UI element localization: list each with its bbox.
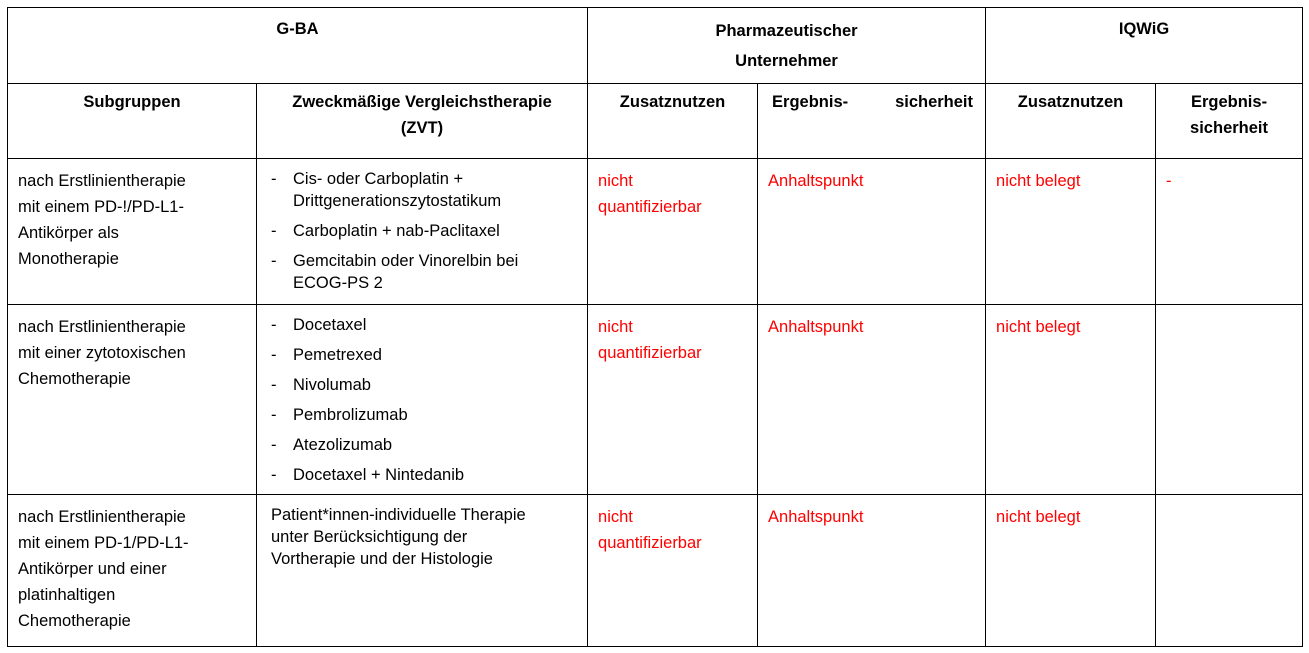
subgruppe-line: platinhaltigen [18,586,116,604]
subgruppe-line: nach Erstlinientherapie [18,318,186,336]
benefit-assessment-table [7,7,1303,647]
zvt-text-line: unter Berücksichtigung der [271,528,468,546]
pu-zusatznutzen-line: nicht [598,508,633,526]
subgruppe-cell [8,159,257,305]
pu-ergebnissicherheit-value: Anhaltspunkt [768,508,864,526]
zvt-text-line: Patient*innen-individuelle Therapie [271,506,526,524]
iqwig-ergebnissicherheit-cell [1156,159,1303,305]
header-iqwig-ergebnissicherheit [1156,84,1303,159]
header-pu-zusatznutzen [588,84,758,159]
pu-ergebnissicherheit-value: Anhaltspunkt [768,318,864,336]
header-pu-line2: Unternehmer [735,52,838,70]
header-iqwig-zusatznutzen-label: Zusatznutzen [1017,93,1124,111]
pu-zusatznutzen-cell [588,305,758,495]
table-row [8,305,1303,495]
pu-zusatznutzen-cell [588,495,758,647]
pu-ergebnissicherheit-cell [758,305,986,495]
header-iqwig [986,8,1303,84]
subgruppe-cell [8,495,257,647]
header-zvt [257,84,588,159]
header-gba-label: G-BA [276,20,319,38]
subgruppe-line: Antikörper als [18,224,119,242]
pu-zusatznutzen-line: nicht [598,172,633,190]
header-zvt-line1: Zweckmäßige Vergleichstherapie [292,93,552,111]
iqwig-ergebnissicherheit-value [1156,305,1302,314]
zvt-cell [257,495,588,647]
pu-ergebnissicherheit-cell [758,495,986,647]
pu-zusatznutzen-line: quantifizierbar [598,344,702,362]
iqwig-ergebnissicherheit-value [1156,495,1302,504]
subgruppe-line: mit einem PD-1/PD-L1- [18,534,189,552]
header-iqwig-zusatznutzen [986,84,1156,159]
zvt-item-line: - Pemetrexed [293,346,382,364]
iqwig-ergebnissicherheit-value: - [1166,172,1172,190]
subgruppe-line: Monotherapie [18,250,119,268]
zvt-item-line: ECOG-PS 2 [293,274,383,292]
zvt-item-line: - Carboplatin + nab-Paclitaxel [293,222,500,240]
pu-zusatznutzen-line: quantifizierbar [598,534,702,552]
zvt-list-item [271,374,581,396]
header-pu-ergebnissicherheit [758,84,986,159]
zvt-item-line: - Docetaxel + Nintedanib [293,466,465,484]
header-pu-label [588,8,985,76]
iqwig-zusatznutzen-value: nicht belegt [996,318,1081,336]
header-row-columns [8,84,1303,159]
zvt-item-line: - Pembrolizumab [293,406,408,424]
zvt-list-item [271,250,581,294]
pu-ergebnissicherheit-value: Anhaltspunkt [768,172,864,190]
header-pharmazeutischer-unternehmer [588,8,986,84]
subgruppe-line: nach Erstlinientherapie [18,172,186,190]
zvt-list-item [271,404,581,426]
pu-zusatznutzen-cell [588,159,758,305]
table-row [8,495,1303,647]
zvt-list-item [271,344,581,366]
pu-zusatznutzen-line: nicht [598,318,633,336]
header-pu-zusatznutzen-label: Zusatznutzen [619,93,726,111]
header-subgruppen [8,84,257,159]
zvt-item-line: Drittgenerationszytostatikum [293,192,502,210]
header-iqwig-label: IQWiG [1118,20,1170,38]
iqwig-ergebnissicherheit-cell [1156,495,1303,647]
pu-ergebnissicherheit-cell [758,159,986,305]
zvt-item-line: - Atezolizumab [293,436,393,454]
zvt-list-item [271,314,581,336]
zvt-list-item [271,220,581,242]
pu-zusatznutzen-line: quantifizierbar [598,198,702,216]
subgruppe-line: Antikörper und einer [18,560,167,578]
zvt-cell [257,159,588,305]
header-row-groups [8,8,1303,84]
zvt-list-item [271,464,581,486]
zvt-item-line: - Nivolumab [293,376,371,394]
header-pu-line1: Pharmazeutischer [715,22,858,40]
subgruppe-line: Chemotherapie [18,612,131,630]
header-pu-ergebnis-left: Ergebnis- [772,93,849,111]
subgruppe-line: mit einem PD-!/PD-L1- [18,198,184,216]
header-gba [8,8,588,84]
header-subgruppen-label: Subgruppen [83,93,181,111]
iqwig-ergebnissicherheit-cell [1156,305,1303,495]
iqwig-zusatznutzen-cell [986,305,1156,495]
header-zvt-line2: (ZVT) [400,119,444,137]
zvt-list-item [271,168,581,212]
subgruppe-line: nach Erstlinientherapie [18,508,186,526]
header-iqwig-ergebnis-line2: sicherheit [1190,119,1268,137]
zvt-item-line: - Docetaxel [293,316,367,334]
header-iqwig-ergebnis-line1: Ergebnis- [1190,93,1268,111]
iqwig-zusatznutzen-value: nicht belegt [996,172,1081,190]
iqwig-zusatznutzen-cell [986,495,1156,647]
subgruppe-line: mit einer zytotoxischen [18,344,186,362]
header-pu-ergebnis-right: sicherheit [895,93,974,111]
iqwig-zusatznutzen-cell [986,159,1156,305]
zvt-item-line: - Cis- oder Carboplatin + [293,170,464,188]
zvt-text-line: Vortherapie und der Histologie [271,550,493,568]
zvt-item-line: - Gemcitabin oder Vinorelbin bei [293,252,519,270]
iqwig-zusatznutzen-value: nicht belegt [996,508,1081,526]
zvt-cell [257,305,588,495]
zvt-list-item [271,434,581,456]
table-row [8,159,1303,305]
subgruppe-line: Chemotherapie [18,370,131,388]
subgruppe-cell [8,305,257,495]
